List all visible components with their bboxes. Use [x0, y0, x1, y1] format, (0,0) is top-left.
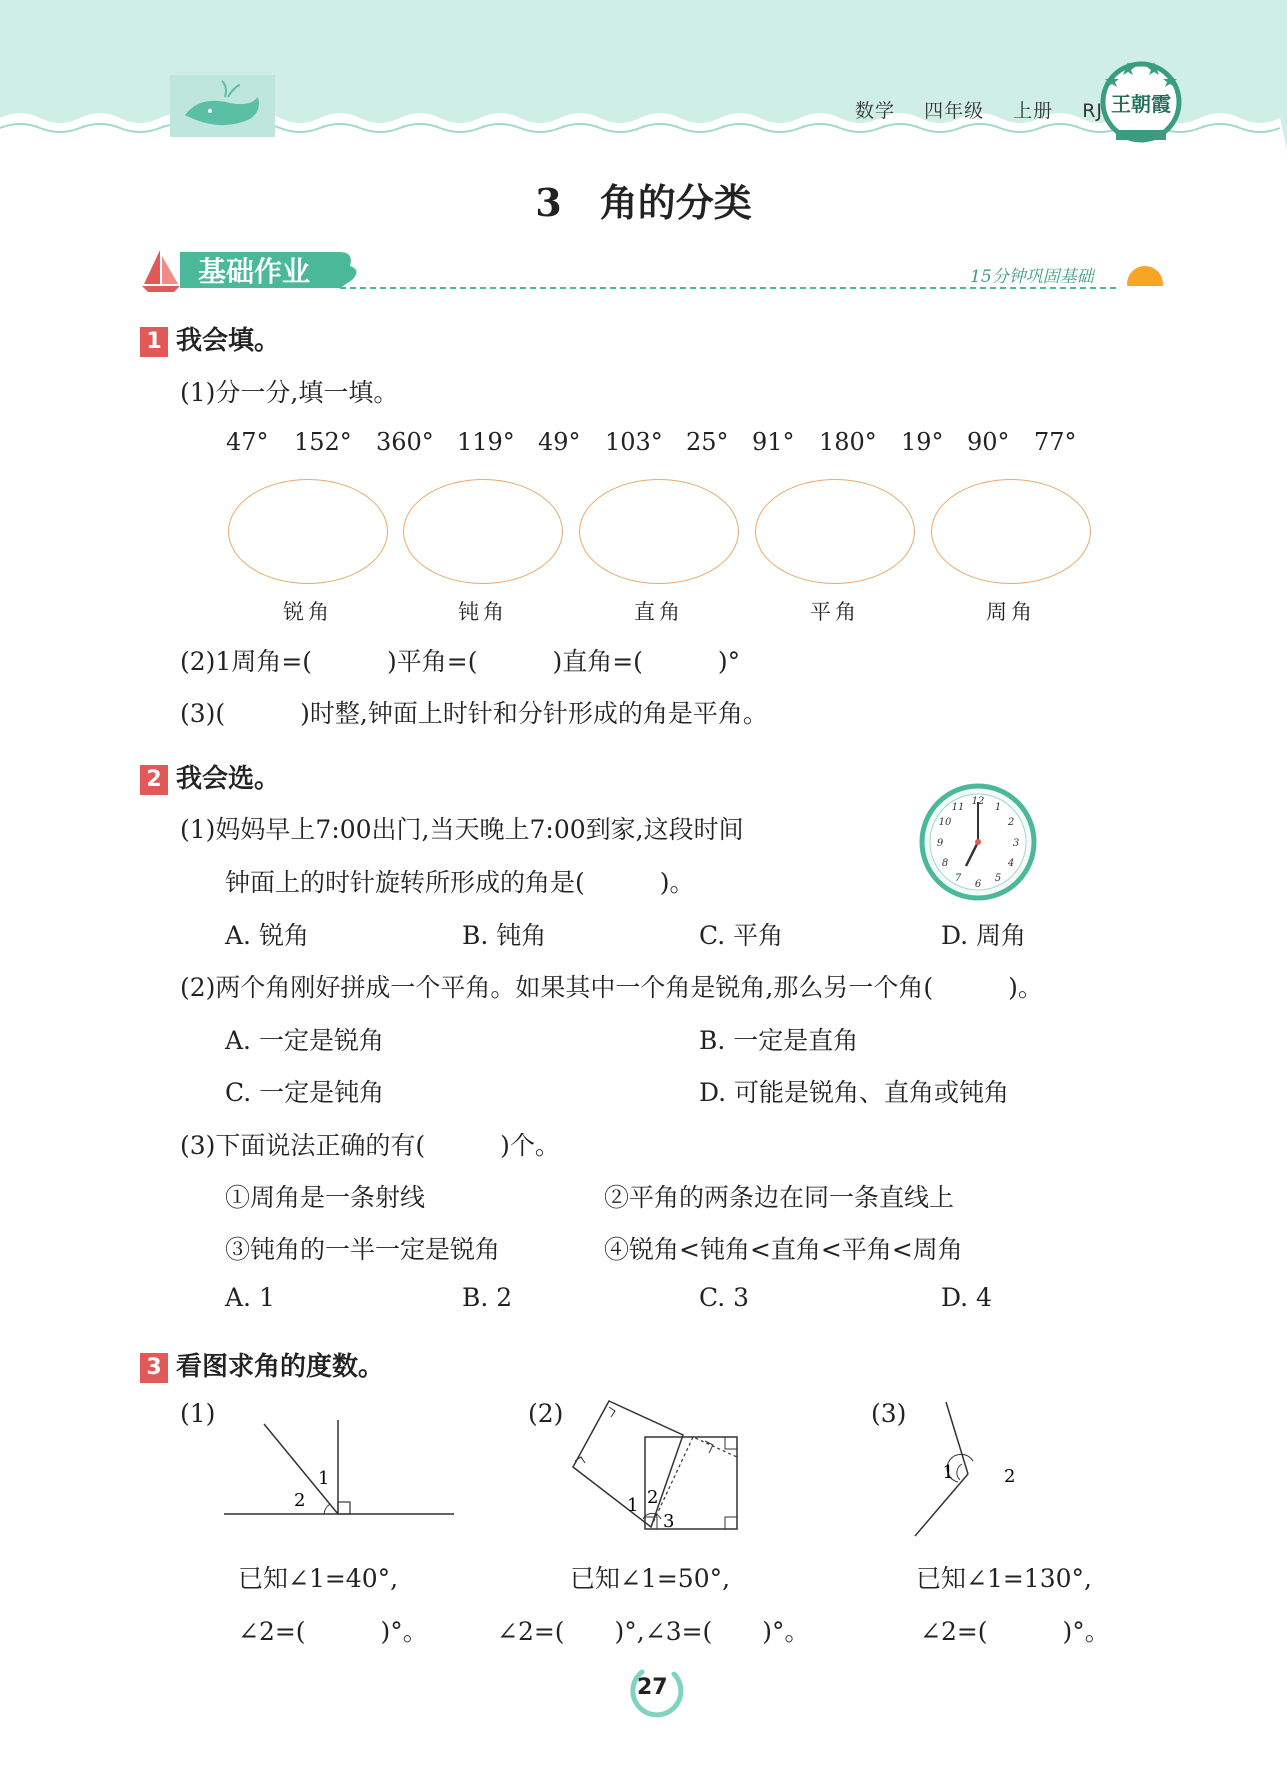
angle-value: 152° [294, 428, 352, 456]
whale-icon [170, 75, 275, 137]
answer-ellipse-full[interactable] [931, 479, 1091, 584]
q2-p3-option-d[interactable]: D. 4 [941, 1283, 992, 1312]
q2-p2-option-b[interactable]: B. 一定是直角 [699, 1026, 859, 1055]
q1-heading [140, 320, 280, 357]
figure1-diagram [220, 1418, 460, 1528]
clock-number: 6 [974, 879, 982, 890]
brand-name: 王朝霞 [1111, 92, 1171, 116]
clock-number: 1 [994, 802, 1002, 813]
section-subtitle: 15分钟巩固基础 [970, 267, 1094, 287]
section-label: 基础作业 [198, 255, 311, 288]
brand-logo [1098, 56, 1184, 148]
category-label: 周角 [986, 600, 1036, 624]
category-label: 钝角 [458, 600, 508, 624]
q3-title: 看图求角的度数。 [176, 1352, 385, 1382]
q2-p2-option-d[interactable]: D. 可能是锐角、直角或钝角 [699, 1078, 1010, 1107]
angle-value: 180° [819, 428, 877, 456]
q2-p1-option-a[interactable]: A. 锐角 [225, 921, 309, 950]
q2-p2-option-a[interactable]: A. 一定是锐角 [225, 1026, 384, 1055]
figure3-given: 已知∠1=130°, [916, 1564, 1092, 1593]
clock-number: 8 [941, 858, 949, 869]
page-number: 27 [637, 1675, 668, 1700]
figure2-angle-label: 2 [647, 1487, 659, 1508]
figure3-angle-label: 2 [1004, 1466, 1016, 1487]
clock-number: 11 [951, 802, 965, 813]
figure1-angle-label: 1 [318, 1468, 330, 1489]
q2-p3-statement: ③钝角的一半一定是锐角 [225, 1235, 501, 1264]
clock-number: 4 [1007, 858, 1015, 869]
page-title: 3 角的分类 [535, 180, 752, 225]
figure3-diagram [910, 1398, 1030, 1540]
clock-number: 5 [994, 873, 1002, 884]
q1-part3: (3)( )时整,钟面上时针和分针形成的角是平角。 [180, 699, 768, 728]
q2-p3-stem: (3)下面说法正确的有( )个。 [180, 1131, 560, 1160]
figure1-angle-label: 2 [294, 1490, 306, 1511]
q2-p3-statement: ②平角的两条边在同一条直线上 [604, 1183, 955, 1212]
q2-p1-option-d[interactable]: D. 周角 [941, 921, 1027, 950]
header-grade: 四年级 [924, 100, 985, 122]
angle-value: 90° [967, 428, 1010, 456]
angle-value: 49° [538, 428, 581, 456]
clock-number: 3 [1012, 838, 1020, 849]
answer-ellipse-acute[interactable] [228, 479, 388, 584]
figure2-label: (2) [528, 1399, 564, 1428]
figure2-given: 已知∠1=50°, [570, 1564, 731, 1593]
angle-value: 360° [376, 428, 434, 456]
q2-p1-option-b[interactable]: B. 钝角 [462, 921, 547, 950]
figure3-ask: ∠2=( )°。 [920, 1617, 1110, 1646]
figure2-ask: ∠2=( )°,∠3=( )°。 [497, 1617, 810, 1646]
q1-title: 我会填。 [176, 326, 281, 356]
answer-ellipse-obtuse[interactable] [403, 479, 563, 584]
category-label: 直角 [634, 600, 684, 624]
clock-number: 7 [954, 873, 962, 884]
q2-title: 我会选。 [176, 764, 281, 794]
q2-p1-line2: 钟面上的时针旋转所形成的角是( )。 [225, 868, 695, 897]
figure3-angle-label: 1 [942, 1462, 954, 1483]
q3-number: 3 [140, 1353, 168, 1383]
answer-ellipse-straight[interactable] [755, 479, 915, 584]
header-subject: 数学 [855, 100, 896, 122]
category-label: 平角 [810, 600, 860, 624]
answer-ellipse-right[interactable] [579, 479, 739, 584]
q2-p3-option-a[interactable]: A. 1 [225, 1283, 275, 1312]
angle-value: 91° [752, 428, 795, 456]
figure2-angle-label: 1 [627, 1495, 639, 1516]
q1-part1: (1)分一分,填一填。 [180, 378, 399, 407]
figure2-diagram [565, 1395, 745, 1535]
figure1-given: 已知∠1=40°, [238, 1564, 399, 1593]
q2-p3-option-b[interactable]: B. 2 [462, 1283, 513, 1312]
clock-number: 12 [971, 796, 985, 807]
angle-value: 103° [605, 428, 663, 456]
q1-part2: (2)1周角=( )平角=( )直角=( )° [180, 647, 741, 676]
figure3-label: (3) [871, 1399, 907, 1428]
clock-number: 2 [1007, 817, 1015, 828]
header-meta [855, 96, 1125, 123]
q2-p2-stem: (2)两个角刚好拼成一个平角。如果其中一个角是锐角,那么另一个角( )。 [180, 973, 1043, 1002]
angle-value: 25° [686, 428, 729, 456]
clock-number: 9 [936, 838, 944, 849]
header-volume: 上册 [1013, 100, 1054, 122]
q2-number: 2 [140, 765, 168, 795]
q2-p1-option-c[interactable]: C. 平角 [699, 921, 784, 950]
angle-value: 119° [457, 428, 515, 456]
figure2-angle-label: 3 [663, 1511, 675, 1532]
figure1-label: (1) [180, 1399, 216, 1428]
clock-icon [918, 782, 1038, 902]
q2-p3-statement: ④锐角<钝角<直角<平角<周角 [604, 1235, 963, 1264]
q1-number: 1 [140, 327, 168, 357]
header-edition: RJ [1082, 100, 1103, 122]
figure1-ask: ∠2=( )°。 [238, 1617, 428, 1646]
q2-p3-option-c[interactable]: C. 3 [699, 1283, 750, 1312]
angle-value: 47° [226, 428, 269, 456]
q3-heading [140, 1346, 384, 1383]
clock-number: 10 [938, 817, 952, 828]
angle-value: 77° [1034, 428, 1077, 456]
category-label: 锐角 [283, 600, 333, 624]
q2-p3-statement: ①周角是一条射线 [225, 1183, 426, 1212]
q2-p2-option-c[interactable]: C. 一定是钝角 [225, 1078, 385, 1107]
angle-value: 19° [901, 428, 944, 456]
q2-heading [140, 758, 280, 795]
q2-p1-line1: (1)妈妈早上7:00出门,当天晚上7:00到家,这段时间 [180, 815, 744, 844]
